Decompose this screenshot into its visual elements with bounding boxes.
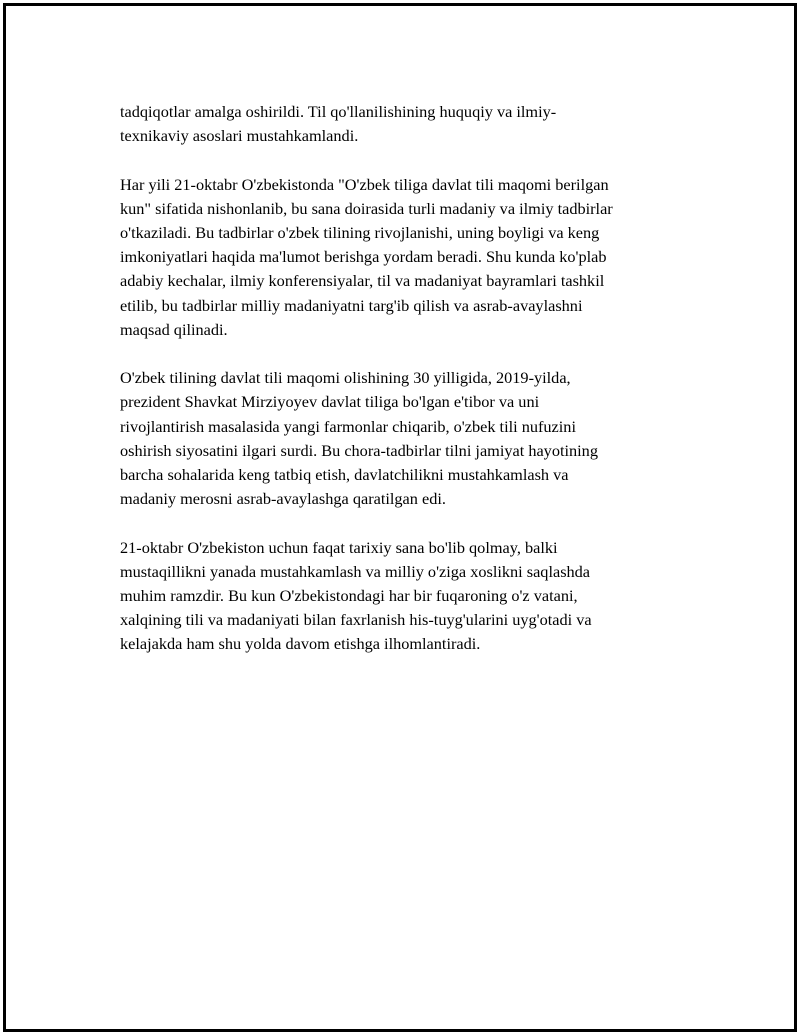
document-body	[120, 100, 680, 681]
paragraph: tadqiqotlar amalga oshirildi. Til qo'llanilishining huquqiy va ilmiy- texnikaviy asoslari mustahkamlandi.	[120, 102, 557, 146]
paragraph: 21-oktabr O'zbekiston uchun faqat tarixiy sana bo'lib qolmay, balki mustaqillikni yanada mustahkamlash va milliy o'ziga xoslikni saqlashda muhim ramzdir. Bu kun O'zbekistondagi har bir fuqaroning o'z vatani, xalqining tili va madaniyati bilan faxrlanish his-tuyg'ularini uyg'otadi va kelajakda ham shu yolda davom etishga ilhomlantiradi.	[120, 537, 592, 654]
document-page	[3, 3, 797, 1032]
paragraph: O'zbek tilining davlat tili maqomi olishining 30 yilligida, 2019-yilda, prezident Shavkat Mirziyoyev davlat tiliga bo'lgan e'tibor va uni rivojlantirish masalasida yangi farmonlar chiqarib, o'zbek tili nufuzini oshirish siyosatini ilgari surdi. Bu chora-tadbirlar tilni jamiyat hayotining barcha sohalarida keng tatbiq etish, davlatchilikni mustahkamlash va madaniy merosni asrab-avaylashga qaratilgan edi.	[120, 368, 598, 509]
paragraph: Har yili 21-oktabr O'zbekistonda "O'zbek tiliga davlat tili maqomi berilgan kun" sifatida nishonlanib, bu sana doirasida turli madaniy va ilmiy tadbirlar o'tkaziladi. Bu tadbirlar o'zbek tilining rivojlanishi, uning boyligi va keng imkoniyatlari haqida ma'lumot berishga yordam beradi. Shu kunda ko'plab adabiy kechalar, ilmiy konferensiyalar, til va madaniyat bayramlari tashkil etilib, bu tadbirlar milliy madaniyatni targ'ib qilish va asrab-avaylashni maqsad qilinadi.	[120, 174, 613, 339]
